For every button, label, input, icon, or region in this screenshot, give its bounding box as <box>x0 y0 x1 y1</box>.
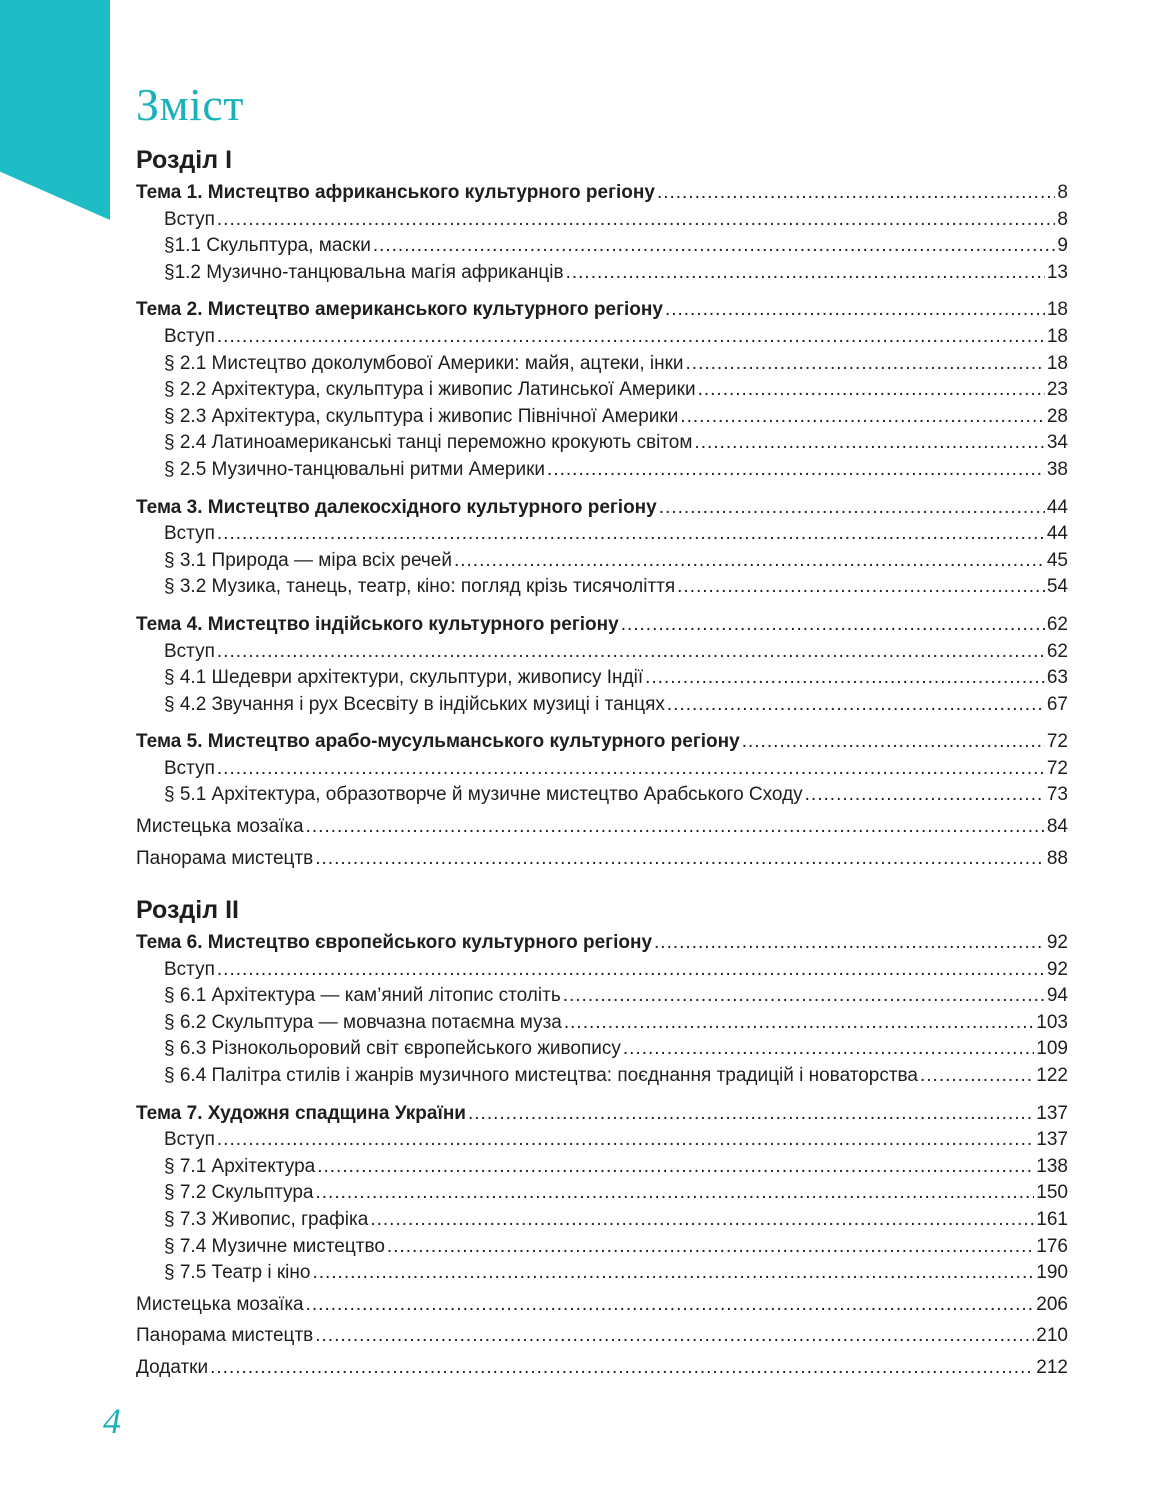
dot-leader <box>677 574 1045 601</box>
toc-entry-topic[interactable] <box>136 930 1068 957</box>
toc-entry-page-number: 38 <box>1046 458 1068 480</box>
toc-entry-sub[interactable] <box>136 377 1068 404</box>
toc-entry-sub[interactable] <box>136 1127 1068 1154</box>
toc-entry-page-number: 94 <box>1046 985 1068 1007</box>
dot-leader <box>621 612 1045 639</box>
toc-entry-page-number: 54 <box>1046 576 1068 598</box>
toc-entry-sub[interactable] <box>136 207 1068 234</box>
dot-leader <box>217 521 1045 548</box>
toc-entry-label: Вступ <box>164 640 215 662</box>
toc-entry-label: Мистецька мозаїка <box>136 816 304 838</box>
dot-leader <box>210 1355 1034 1382</box>
dot-leader <box>566 260 1045 287</box>
toc-entry-page-number: 212 <box>1036 1356 1068 1378</box>
toc-entry-topic[interactable] <box>136 495 1068 522</box>
dot-leader <box>217 324 1045 351</box>
toc-entry-page-number: 72 <box>1046 757 1068 779</box>
toc-entry-label: Тема 2. Мистецтво американського культурного регіону <box>136 299 663 321</box>
toc-entry-sub[interactable] <box>136 574 1068 601</box>
toc-entry-label: § 7.5 Театр і кіно <box>164 1262 311 1284</box>
toc-entry-topic[interactable] <box>136 612 1068 639</box>
toc-entry-page-number: 92 <box>1046 958 1068 980</box>
toc-entry-label: § 3.2 Музика, танець, театр, кіно: погляд крізь тисячоліття <box>164 576 676 598</box>
dot-leader <box>454 548 1045 575</box>
toc-entry-page-number: 210 <box>1036 1325 1068 1347</box>
toc-entry-label: § 4.2 Звучання і рух Всесвіту в індійських музиці і танцях <box>164 693 665 715</box>
toc-entry-page-number: 137 <box>1036 1102 1068 1124</box>
dot-leader <box>317 1154 1034 1181</box>
toc-entry-sub[interactable] <box>136 1260 1068 1287</box>
toc-entry-sub[interactable] <box>136 957 1068 984</box>
toc-entry-page-number: 88 <box>1046 847 1068 869</box>
dot-leader <box>623 1036 1034 1063</box>
toc-entry-page-number: 8 <box>1057 208 1068 230</box>
toc-entry-label: Вступ <box>164 757 215 779</box>
toc-entry-sub[interactable] <box>136 233 1068 260</box>
dot-leader <box>315 846 1045 873</box>
dot-leader <box>667 692 1045 719</box>
dot-leader <box>217 1127 1034 1154</box>
toc-entry-page-number: 150 <box>1036 1182 1068 1204</box>
toc-entry-label: § 7.3 Живопис, графіка <box>164 1208 369 1230</box>
toc-entry-page-number: 122 <box>1036 1064 1068 1086</box>
toc-entry-sub[interactable] <box>136 1036 1068 1063</box>
page-number: 4 <box>103 1401 121 1441</box>
toc-entry-extra[interactable] <box>136 1323 1068 1350</box>
toc-entry-page-number: 13 <box>1046 261 1068 283</box>
toc-entry-label: § 2.3 Архітектура, скульптура і живопис Північної Америки <box>164 405 679 427</box>
dot-leader <box>373 233 1056 260</box>
toc-entry-page-number: 45 <box>1046 549 1068 571</box>
toc-entry-sub[interactable] <box>136 1010 1068 1037</box>
toc-entry-label: § 6.3 Різнокольоровий світ європейського живопису <box>164 1038 621 1060</box>
dot-leader <box>698 377 1045 404</box>
dot-leader <box>563 983 1045 1010</box>
toc-entry-page-number: 67 <box>1046 693 1068 715</box>
toc-entry-page-number: 18 <box>1046 299 1068 321</box>
toc-entry-page-number: 73 <box>1046 784 1068 806</box>
page-title: Зміст <box>136 79 244 130</box>
toc-entry-page-number: 63 <box>1046 667 1068 689</box>
toc-entry-label: § 5.1 Архітектура, образотворче й музичне мистецтво Арабського Сходу <box>164 784 803 806</box>
dot-leader <box>686 351 1045 378</box>
dot-leader <box>217 756 1045 783</box>
toc-entry-label: Вступ <box>164 958 215 980</box>
toc-entry-sub[interactable] <box>136 1207 1068 1234</box>
dot-leader <box>694 430 1044 457</box>
dot-leader <box>217 957 1045 984</box>
toc-entry-sub[interactable] <box>136 1234 1068 1261</box>
toc-entry-sub[interactable] <box>136 1180 1068 1207</box>
toc-entry-page-number: 8 <box>1057 182 1068 203</box>
toc-entry-label: § 2.4 Латиноамериканські танці переможно крокують світом <box>164 432 693 454</box>
toc-entry-sub[interactable] <box>136 404 1068 431</box>
toc-entry-sub[interactable] <box>136 1063 1068 1090</box>
toc-entry-topic[interactable] <box>136 180 1068 207</box>
section-heading-1: Розділ I <box>136 146 233 174</box>
toc-entry-label: Вступ <box>164 208 215 230</box>
dot-leader <box>665 297 1045 324</box>
toc-entry-label: Тема 4. Мистецтво індійського культурного регіону <box>136 613 619 635</box>
dot-leader <box>680 404 1045 431</box>
toc-entry-label: §1.2 Музично-танцювальна магія африканців <box>164 261 564 283</box>
dot-leader <box>315 1180 1034 1207</box>
toc-entry-label: Вступ <box>164 1129 215 1151</box>
toc-entry-page-number: 137 <box>1036 1129 1068 1151</box>
toc-entry-page-number: 18 <box>1046 325 1068 347</box>
toc-entry-label: § 7.1 Архітектура <box>164 1155 316 1177</box>
toc-entry-label: Тема 1. Мистецтво африканського культурного регіону <box>136 182 655 203</box>
dot-leader <box>920 1063 1034 1090</box>
toc-entry-page-number: 34 <box>1046 432 1068 454</box>
toc-entry-page-number: 44 <box>1046 496 1068 518</box>
toc-entry-label: § 4.1 Шедеври архітектури, скульптури, живопису Індії <box>164 667 644 689</box>
toc-entry-label: § 2.1 Мистецтво доколумбової Америки: майя, ацтеки, інки <box>164 352 684 374</box>
toc-entry-extra[interactable] <box>136 814 1068 841</box>
toc-entry-sub[interactable] <box>136 1154 1068 1181</box>
toc-entry-label: Тема 3. Мистецтво далекосхідного культурного регіону <box>136 496 657 518</box>
toc-entry-label: § 6.1 Архітектура — кам’яний літопис століть <box>164 985 561 1007</box>
toc-entry-page-number: 92 <box>1046 932 1068 953</box>
toc-entry-page-number: 206 <box>1036 1293 1068 1315</box>
toc-entry-sub[interactable] <box>136 430 1068 457</box>
toc-entry-topic[interactable] <box>136 1101 1068 1128</box>
toc-entry-sub[interactable] <box>136 665 1068 692</box>
dot-leader <box>217 207 1056 234</box>
toc-entry-sub[interactable] <box>136 521 1068 548</box>
toc-entry-label: § 2.5 Музично-танцювальні ритми Америки <box>164 458 546 480</box>
dot-leader <box>654 930 1045 957</box>
dot-leader <box>547 457 1045 484</box>
toc-entry-extra[interactable] <box>136 1292 1068 1319</box>
toc-entry-page-number: 18 <box>1046 352 1068 374</box>
dot-leader <box>742 729 1045 756</box>
toc-entry-label: § 2.2 Архітектура, скульптура і живопис Латинської Америки <box>164 379 696 401</box>
toc-entry-label: §1.1 Скульптура, маски <box>164 235 371 257</box>
dot-leader <box>312 1260 1034 1287</box>
toc-entry-page-number: 103 <box>1036 1011 1068 1033</box>
dot-leader <box>217 639 1045 666</box>
toc-entry-sub[interactable] <box>136 756 1068 783</box>
toc-entry-page-number: 62 <box>1046 613 1068 635</box>
dot-leader <box>468 1101 1034 1128</box>
toc-entry-label: § 7.2 Скульптура <box>164 1182 314 1204</box>
toc-entry-label: Панорама мистецтв <box>136 847 314 869</box>
toc-entry-page-number: 72 <box>1046 731 1068 753</box>
toc-entry-sub[interactable] <box>136 351 1068 378</box>
toc-entry-page-number: 44 <box>1046 523 1068 545</box>
toc-entry-label: Мистецька мозаїка <box>136 1293 304 1315</box>
toc-entry-sub[interactable] <box>136 457 1068 484</box>
toc-entry-page-number: 62 <box>1046 640 1068 662</box>
section-heading-2: Розділ II <box>136 896 239 924</box>
toc-entry-label: Додатки <box>136 1356 209 1378</box>
toc-entry-page-number: 176 <box>1036 1235 1068 1257</box>
toc-entry-page-number: 190 <box>1036 1262 1068 1284</box>
dot-leader <box>805 782 1045 809</box>
dot-leader <box>370 1207 1034 1234</box>
toc-entry-sub[interactable] <box>136 324 1068 351</box>
toc-entry-label: Панорама мистецтв <box>136 1325 314 1347</box>
toc-entry-label: § 6.2 Скульптура — мовчазна потаємна муза <box>164 1011 562 1033</box>
toc-entry-label: Тема 6. Мистецтво європейського культурного регіону <box>136 932 653 953</box>
toc-entry-page-number: 28 <box>1046 405 1068 427</box>
toc-entry-label: Тема 5. Мистецтво арабо-мусульманського культурного регіону <box>136 731 740 753</box>
toc-entry-label: Тема 7. Художня спадщина України <box>136 1102 466 1124</box>
toc-entry-page-number: 138 <box>1036 1155 1068 1177</box>
dot-leader <box>659 495 1045 522</box>
toc-list-section-1 <box>136 180 1068 872</box>
dot-leader <box>564 1010 1034 1037</box>
toc-entry-topic[interactable] <box>136 297 1068 324</box>
toc-entry-sub[interactable] <box>136 548 1068 575</box>
toc-entry-sub[interactable] <box>136 639 1068 666</box>
dot-leader <box>387 1234 1034 1261</box>
toc-entry-label: Вступ <box>164 523 215 545</box>
toc-entry-label: Вступ <box>164 325 215 347</box>
toc-entry-extra[interactable] <box>136 846 1068 873</box>
toc-entry-page-number: 9 <box>1057 235 1068 257</box>
dot-leader <box>306 1292 1035 1319</box>
toc-entry-sub[interactable] <box>136 260 1068 287</box>
toc-entry-label: § 3.1 Природа — міра всіх речей <box>164 549 452 571</box>
toc-entry-sub[interactable] <box>136 692 1068 719</box>
toc-entry-sub[interactable] <box>136 782 1068 809</box>
dot-leader <box>306 814 1045 841</box>
corner-accent-shape <box>0 0 110 220</box>
toc-entry-sub[interactable] <box>136 983 1068 1010</box>
toc-entry-extra[interactable] <box>136 1355 1068 1382</box>
toc-entry-label: § 7.4 Музичне мистецтво <box>164 1235 385 1257</box>
dot-leader <box>315 1323 1034 1350</box>
dot-leader <box>657 180 1055 207</box>
toc-list-section-2 <box>136 930 1068 1382</box>
dot-leader <box>645 665 1045 692</box>
toc-entry-topic[interactable] <box>136 729 1068 756</box>
toc-entry-page-number: 161 <box>1036 1208 1068 1230</box>
toc-entry-page-number: 84 <box>1046 816 1068 838</box>
toc-entry-page-number: 109 <box>1036 1038 1068 1060</box>
toc-entry-label: § 6.4 Палітра стилів і жанрів музичного мистецтва: поєднання традицій і новаторства <box>164 1064 918 1086</box>
toc-entry-page-number: 23 <box>1046 379 1068 401</box>
